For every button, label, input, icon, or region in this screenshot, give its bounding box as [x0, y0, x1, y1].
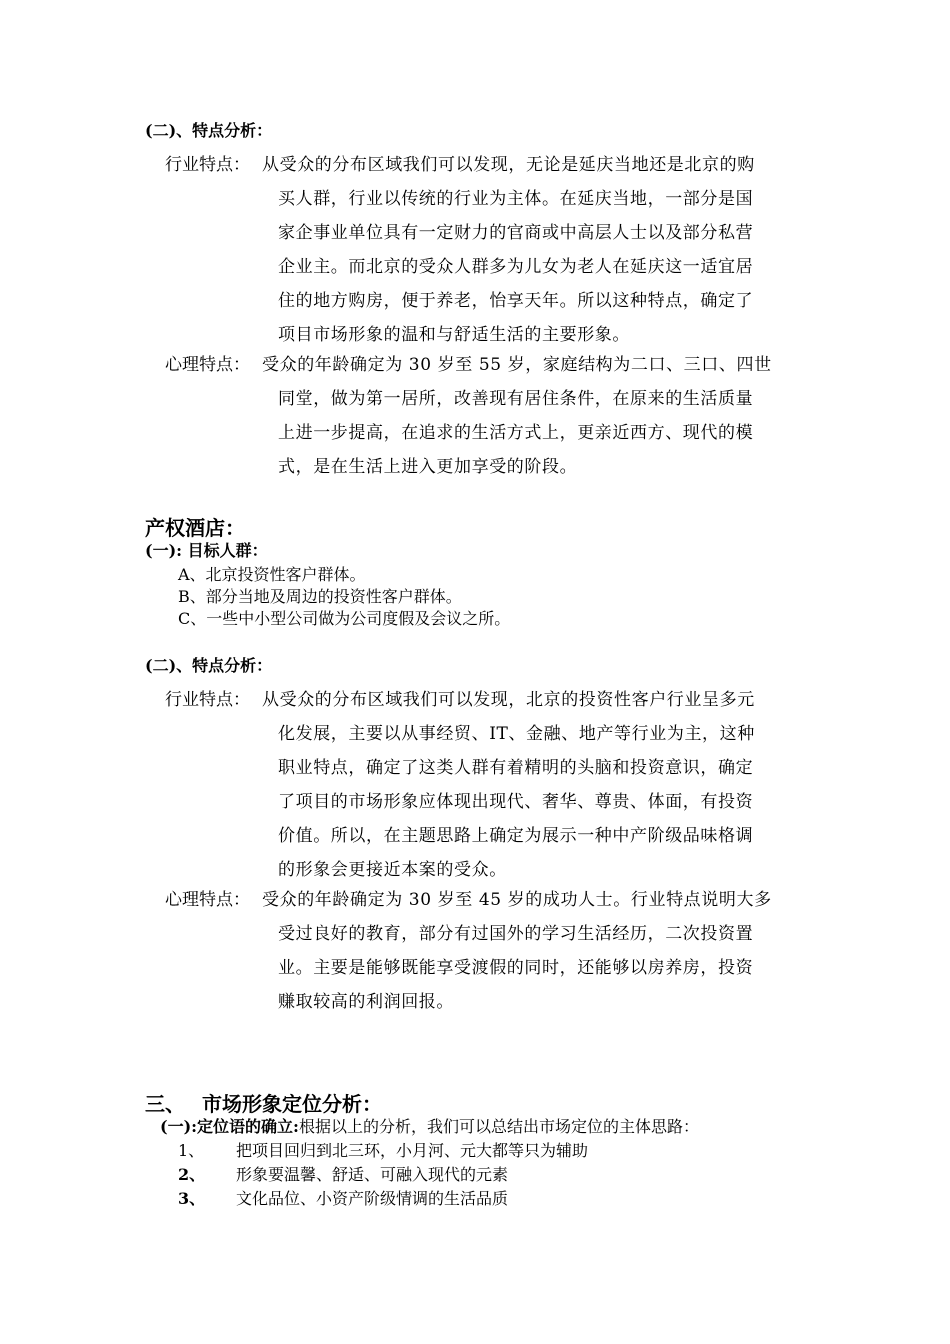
- paragraph-line: 受过良好的教育，部分有过国外的学习生活经历，二次投资置: [278, 924, 754, 944]
- sub-heading-line: [160, 1114, 699, 1137]
- paragraph-line: 同堂，做为第一居所，改善现有居住条件，在原来的生活质量: [278, 389, 754, 409]
- list-item: A、北京投资性客户群体。: [178, 565, 366, 584]
- paragraph-line: 受众的年龄确定为 30 岁至 55 岁，家庭结构为二口、三口、四世: [262, 355, 772, 375]
- section-heading: (二)、特点分析：: [145, 121, 273, 140]
- paragraph-line: 上进一步提高，在追求的生活方式上，更亲近西方、现代的模: [278, 423, 754, 443]
- paragraph-line: 了项目的市场形象应体现出现代、奢华、尊贵、体面，有投资: [278, 792, 754, 812]
- paragraph-line: 住的地方购房，便于养老，怡享天年。所以这种特点，确定了: [278, 291, 754, 311]
- target-heading: (一): 目标人群：: [145, 541, 268, 560]
- paragraph-line: 价值。所以，在主题思路上确定为展示一种中产阶级品味格调: [278, 826, 754, 846]
- paragraph-label: 行业特点：: [165, 155, 250, 175]
- paragraph-line: 业。主要是能够既能享受渡假的同时，还能够以房养房，投资: [278, 958, 754, 978]
- paragraph-line: 企业主。而北京的受众人群多为儿女为老人在延庆这一适宜居: [278, 257, 754, 277]
- paragraph-label: 心理特点：: [165, 355, 250, 375]
- paragraph-line: 的形象会更接近本案的受众。: [278, 860, 507, 880]
- list-number: 3、: [178, 1189, 206, 1208]
- list-item: 文化品位、小资产阶级情调的生活品质: [236, 1189, 509, 1208]
- list-number: 1、: [178, 1141, 205, 1160]
- sub-heading: (一):定位语的确立:: [160, 1117, 299, 1136]
- sub-heading-text: 根据以上的分析，我们可以总结出市场定位的主体思路：: [298, 1117, 699, 1136]
- paragraph-line: 从受众的分布区域我们可以发现，北京的投资性客户行业呈多元: [262, 690, 755, 710]
- list-number: 2、: [178, 1165, 206, 1184]
- paragraph-line: 职业特点，确定了这类人群有着精明的头脑和投资意识，确定: [278, 758, 754, 778]
- paragraph-line: 家企事业单位具有一定财力的官商或中高层人士以及部分私营: [278, 223, 754, 243]
- paragraph-line: 买人群，行业以传统的行业为主体。在延庆当地，一部分是国: [278, 189, 754, 209]
- paragraph-label: 行业特点：: [165, 690, 250, 710]
- section-number: 三、: [145, 1092, 185, 1116]
- paragraph-line: 项目市场形象的温和与舒适生活的主要形象。: [278, 325, 630, 345]
- section-title: 产权酒店：: [145, 516, 245, 540]
- paragraph-line: 化发展，主要以从事经贸、IT、金融、地产等行业为主，这种: [278, 724, 755, 744]
- section-heading: (二)、特点分析：: [145, 656, 273, 675]
- list-item: C、一些中小型公司做为公司度假及会议之所。: [178, 609, 511, 628]
- list-item: B、部分当地及周边的投资性客户群体。: [178, 587, 462, 606]
- paragraph-label: 心理特点：: [165, 890, 250, 910]
- paragraph-line: 受众的年龄确定为 30 岁至 45 岁的成功人士。行业特点说明大多: [262, 890, 772, 910]
- section-title: 市场形象定位分析：: [202, 1092, 382, 1116]
- list-item: 形象要温馨、舒适、可融入现代的元素: [236, 1165, 509, 1184]
- paragraph-line: 赚取较高的利润回报。: [278, 992, 454, 1012]
- paragraph-line: 从受众的分布区域我们可以发现，无论是延庆当地还是北京的购: [262, 155, 755, 175]
- list-item: 把项目回归到北三环，小月河、元大都等只为辅助: [236, 1141, 589, 1160]
- paragraph-line: 式，是在生活上进入更加享受的阶段。: [278, 457, 578, 477]
